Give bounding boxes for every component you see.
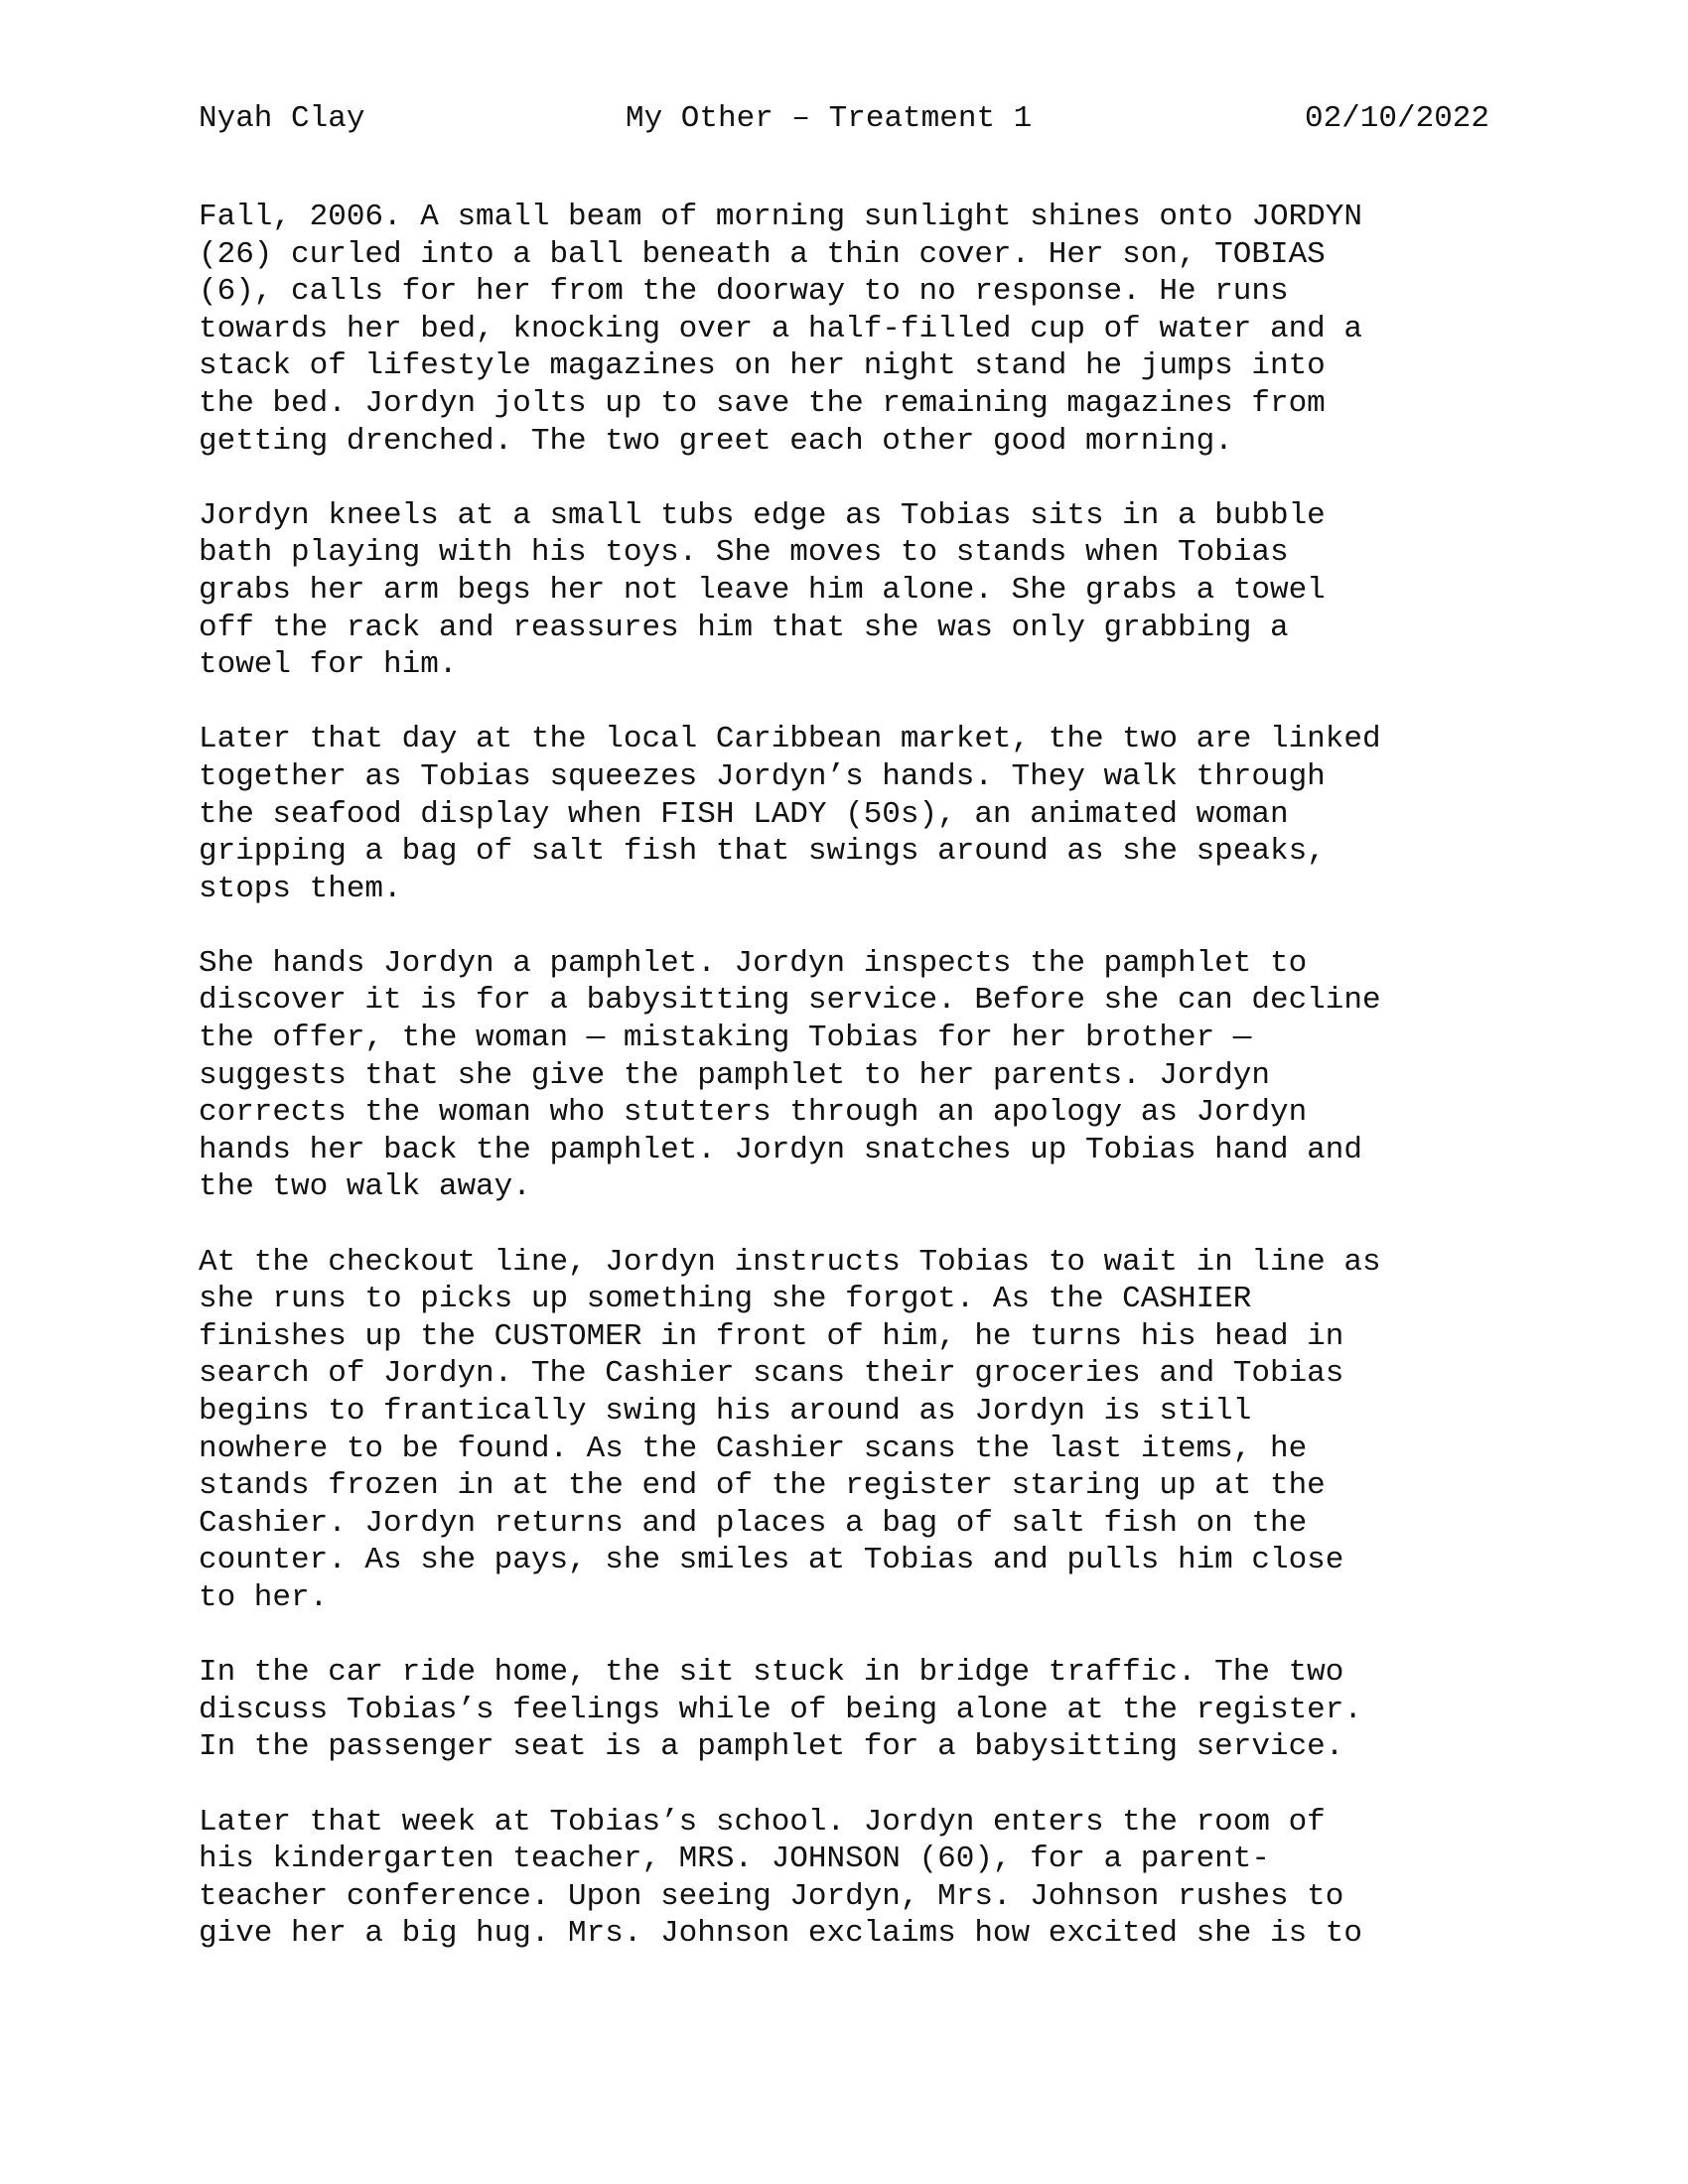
text-line: Jordyn kneels at a small tubs edge as Tobias sits in a bubble	[199, 497, 1326, 533]
text-line: bath playing with his toys. She moves to stands when Tobias	[199, 535, 1289, 571]
text-line: nowhere to be found. As the Cashier scans the last items, he	[199, 1431, 1308, 1466]
text-line: Cashier. Jordyn returns and places a bag of salt fish on the	[199, 1505, 1308, 1541]
text-line: she runs to picks up something she forgot. As the CASHIER	[199, 1282, 1252, 1317]
header-date: 02/10/2022	[1304, 101, 1489, 136]
text-line: Later that day at the local Caribbean market, the two are linked	[199, 722, 1381, 757]
text-line: At the checkout line, Jordyn instructs Tobias to wait in line as	[199, 1244, 1381, 1280]
text-line: teacher conference. Upon seeing Jordyn, Mrs. Johnson rushes to	[199, 1878, 1344, 1914]
paragraph	[199, 1804, 1489, 1953]
page-header	[199, 97, 1489, 141]
text-line: getting drenched. The two greet each other good morning.	[199, 423, 1233, 459]
text-line: (6), calls for her from the doorway to no response. He runs	[199, 274, 1289, 310]
text-line: gripping a bag of salt fish that swings around as she speaks,	[199, 834, 1326, 870]
text-line: the seafood display when FISH LADY (50s), an animated woman	[199, 796, 1289, 832]
text-line: stands frozen in at the end of the register staring up at the	[199, 1468, 1326, 1504]
text-line: hands her back the pamphlet. Jordyn snatches up Tobias hand and	[199, 1132, 1362, 1167]
text-line: Fall, 2006. A small beam of morning sunlight shines onto JORDYN	[199, 200, 1362, 234]
paragraph	[199, 199, 1489, 460]
text-line: corrects the woman who stutters through an apology as Jordyn	[199, 1095, 1308, 1131]
text-line: stops them.	[199, 871, 402, 906]
paragraph	[199, 497, 1489, 684]
paragraph	[199, 1244, 1489, 1617]
text-line: discuss Tobias’s feelings while of being alone at the register.	[199, 1692, 1362, 1727]
text-line: Later that week at Tobias’s school. Jordyn enters the room of	[199, 1804, 1326, 1840]
text-line: begins to frantically swing his around as Jordyn is still	[199, 1394, 1252, 1429]
text-line: finishes up the CUSTOMER in front of him, he turns his head in	[199, 1318, 1344, 1354]
text-line: towel for him.	[199, 647, 458, 683]
text-line: stack of lifestyle magazines on her night stand he jumps into	[199, 348, 1326, 384]
text-line: towards her bed, knocking over a half-filled cup of water and a	[199, 311, 1362, 346]
text-line: his kindergarten teacher, MRS. JOHNSON (60), for a parent-	[199, 1842, 1270, 1877]
text-line: discover it is for a babysitting service. Before she can decline	[199, 983, 1381, 1019]
header-title: My Other – Treatment 1	[626, 101, 1033, 136]
text-line: counter. As she pays, she smiles at Tobias and pulls him close	[199, 1543, 1344, 1578]
text-line: off the rack and reassures him that she was only grabbing a	[199, 610, 1289, 645]
text-line: suggests that she give the pamphlet to her parents. Jordyn	[199, 1057, 1270, 1093]
text-line: together as Tobias squeezes Jordyn’s hands. They walk through	[199, 758, 1326, 794]
paragraph	[199, 1654, 1489, 1766]
text-line: In the passenger seat is a pamphlet for a babysitting service.	[199, 1729, 1344, 1765]
paragraph	[199, 945, 1489, 1206]
text-line: give her a big hug. Mrs. Johnson exclaims how excited she is to	[199, 1916, 1362, 1952]
header-author: Nyah Clay	[199, 101, 365, 136]
paragraph	[199, 721, 1489, 907]
document-body	[199, 199, 1489, 1990]
text-line: She hands Jordyn a pamphlet. Jordyn inspects the pamphlet to	[199, 945, 1308, 981]
text-line: grabs her arm begs her not leave him alone. She grabs a towel	[199, 572, 1326, 608]
text-line: search of Jordyn. The Cashier scans their groceries and Tobias	[199, 1356, 1344, 1392]
text-line: the bed. Jordyn jolts up to save the remaining magazines from	[199, 385, 1326, 421]
text-line: to her.	[199, 1579, 329, 1615]
text-line: the two walk away.	[199, 1169, 531, 1205]
text-line: the offer, the woman — mistaking Tobias for her brother —	[199, 1021, 1252, 1056]
text-line: In the car ride home, the sit stuck in bridge traffic. The two	[199, 1655, 1344, 1691]
text-line: (26) curled into a ball beneath a thin cover. Her son, TOBIAS	[199, 236, 1326, 272]
